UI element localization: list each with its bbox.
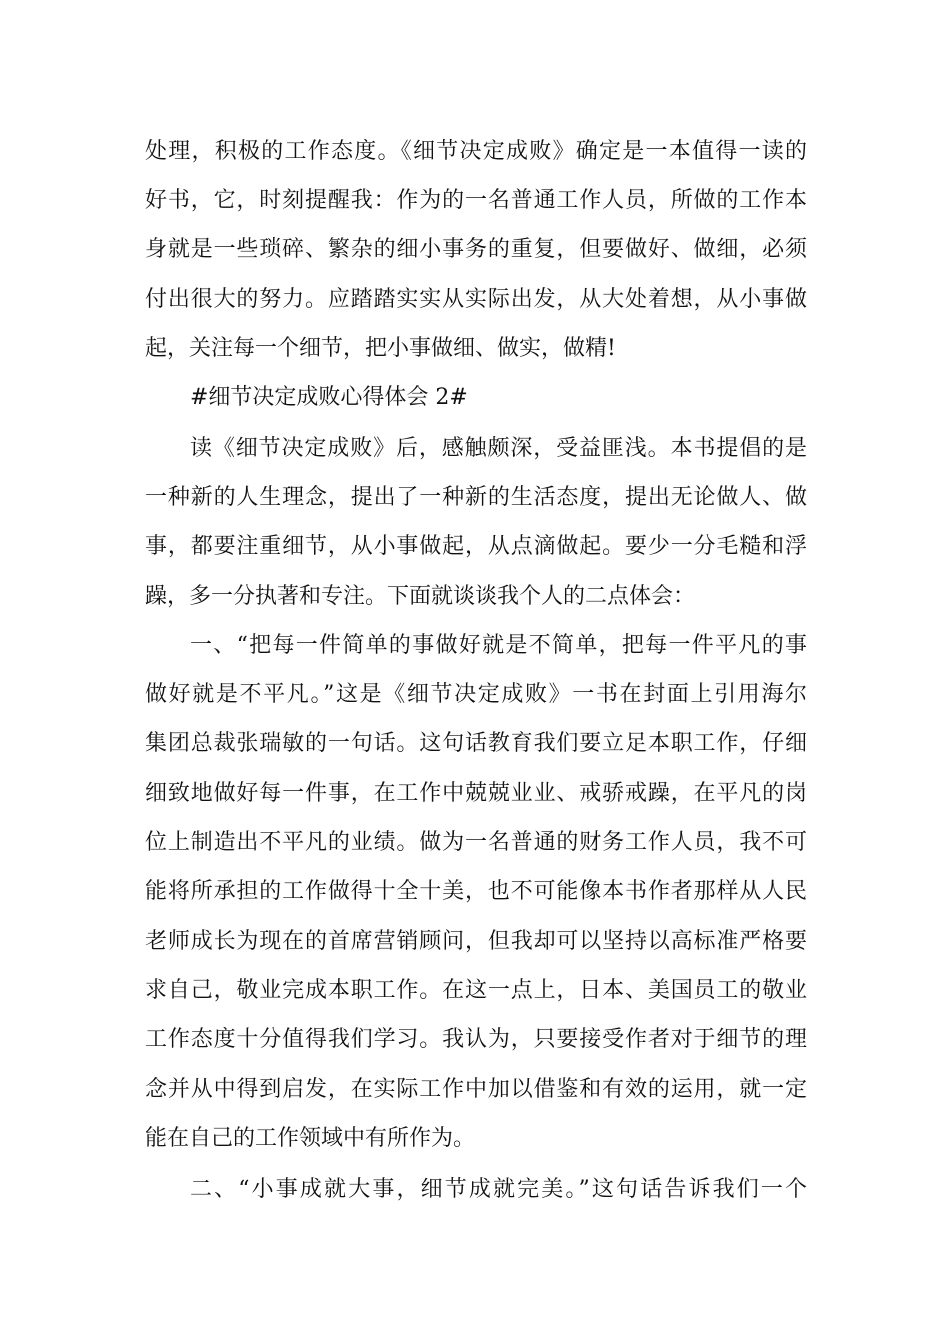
paragraph-3-line-4: 细致地做好每一件事，在工作中兢兢业业、戒骄戒躁，在平凡的岗 xyxy=(145,781,807,806)
paragraph-1-line-3: 身就是一些琐碎、繁杂的细小事务的重复，但要做好、做细，必须 xyxy=(145,237,807,262)
section-heading: #细节决定成败心得体会 2# xyxy=(190,385,468,410)
paragraph-1-line-1: 处理，积极的工作态度。《细节决定成败》确定是一本值得一读的 xyxy=(145,139,807,164)
paragraph-2-line-2: 一种新的人生理念，提出了一种新的生活态度，提出无论做人、做 xyxy=(145,485,807,510)
paragraph-4-line-1: 二、“小事成就大事，细节成就完美。”这句话告诉我们一个 xyxy=(190,1177,807,1202)
paragraph-2-line-3: 事，都要注重细节，从小事做起，从点滴做起。要少一分毛糙和浮 xyxy=(145,534,807,559)
paragraph-3-line-10: 念并从中得到启发，在实际工作中加以借鉴和有效的运用，就一定 xyxy=(145,1077,807,1102)
paragraph-3-line-8: 求自己，敬业完成本职工作。在这一点上，日本、美国员工的敬业 xyxy=(145,978,807,1003)
paragraph-2-line-4: 躁，多一分执著和专注。下面就谈谈我个人的二点体会： xyxy=(145,584,696,609)
paragraph-3-line-7: 老师成长为现在的首席营销顾问，但我却可以坚持以高标准严格要 xyxy=(145,929,807,954)
paragraph-2-line-1: 读《细节决定成败》后，感触颇深，受益匪浅。本书提倡的是 xyxy=(190,436,807,461)
paragraph-3-line-1: 一、“把每一件简单的事做好就是不简单，把每一件平凡的事 xyxy=(190,633,807,658)
paragraph-3-line-9: 工作态度十分值得我们学习。我认为，只要接受作者对于细节的理 xyxy=(145,1027,807,1052)
paragraph-3-line-2: 做好就是不平凡。”这是《细节决定成败》一书在封面上引用海尔 xyxy=(145,682,807,707)
paragraph-3-line-6: 能将所承担的工作做得十全十美，也不可能像本书作者那样从人民 xyxy=(145,879,807,904)
paragraph-1-line-5: 起，关注每一个细节，把小事做细、做实，做精! xyxy=(145,336,616,361)
paragraph-1-line-2: 好书，它，时刻提醒我：作为的一名普通工作人员，所做的工作本 xyxy=(145,188,807,213)
paragraph-3-line-5: 位上制造出不平凡的业绩。做为一名普通的财务工作人员，我不可 xyxy=(145,830,807,855)
paragraph-3-line-11: 能在自己的工作领域中有所作为。 xyxy=(145,1126,476,1151)
paragraph-1-line-4: 付出很大的努力。应踏踏实实从实际出发，从大处着想，从小事做 xyxy=(145,287,807,312)
paragraph-3-line-3: 集团总裁张瑞敏的一句话。这句话教育我们要立足本职工作，仔细 xyxy=(145,731,807,756)
